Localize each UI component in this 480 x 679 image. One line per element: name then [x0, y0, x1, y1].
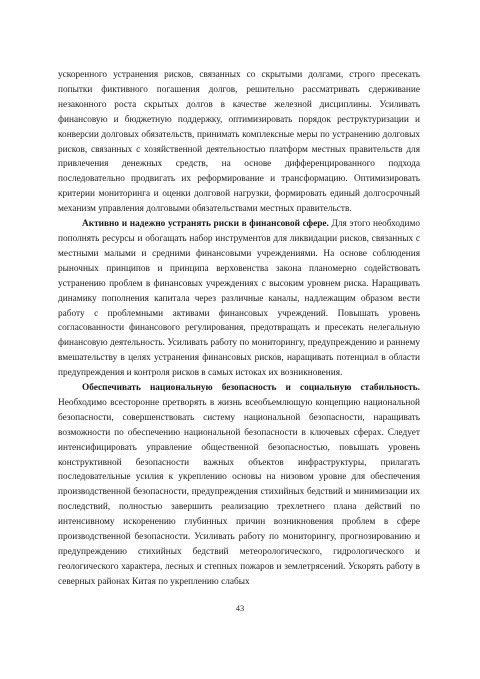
paragraph-heading: Обеспечивать национальную безопасность и социальную стабильность.: [82, 383, 420, 394]
page-number: 43: [235, 603, 245, 613]
paragraph-text: ускоренного устранения рисков, связанных со скрытыми долгами, строго пресекать попытки фиктивного погашения долгов, решительно рассматривать сдерживание незаконного роста скрытых долгов в качестве железной дисциплины. Усиливать финансовую и бюджетную поддержку, оптимизировать порядок реструктуризации и конверсии долговых обязательств, принимать комплексные меры по устранению долговых рисков, связанных с хозяйственной деятельностью платформ местных правительств для привлечения денежных средств, на основе дифференцированного подхода последовательно продвигать их реформирование и трансформацию. Оптимизировать критерии мониторинга и оценки долговой нагрузки, формировать единый долгосрочный механизм управления долговыми обязательствами местных правительств.: [58, 70, 420, 215]
paragraph-national-security: [58, 381, 420, 590]
paragraph-text: Необходимо всесторонне претворять в жизнь всеобъемлющую концепцию национальной безопасности, совершенствовать систему национальной безопасности, наращивать возможности по обеспечению национальной безопасности в ключевых сферах. Следует интенсифицировать управление общественной безопасностью, повышать уровень конструктивной безопасности важных объектов инфраструктуры, прилагать последовательные усилия к укреплению основы на низовом уровне для обеспечения производственной безопасности, предупреждения стихийных бедствий и минимизации их последствий, полностью завершить реализацию трехлетнего плана действий по интенсивному искоренению глубинных причин возникновения проблем в сфере производственной безопасности. Усиливать работу по мониторингу, прогнозированию и предупреждению стихийных бедствий метеорологического, гидрологического и геологического характера, лесных и степных пожаров и землетрясений. Ускорять работу в северных районах Китая по укреплению слабых: [58, 397, 420, 587]
paragraph-debt-risks: [58, 68, 420, 217]
body-text: [58, 68, 420, 590]
paragraph-text: Для этого необходимо пополнять ресурсы и обогащать набор инструментов для ликвидации рисков, связанных с местными малыми и средними финансовыми учреждениями. На основе соблюдения рыночных принципов и принципа верховенства закона планомерно содействовать устранению проблем в финансовых учреждениях с высоким уровнем риска. Наращивать динамику пополнения капитала через различные каналы, надлежащим образом вести работу с проблемными активами финансовых учреждений. Повышать уровень согласованности финансового регулирования, предотвращать и пресекать нелегальную финансовую деятельность. Усиливать работу по мониторингу, предупреждению и раннему вмешательству в целях устранения финансовых рисков, наращивать потенциал в области предупреждения и контроля рисков в самых истоках их возникновения.: [58, 219, 421, 379]
paragraph-heading: Активно и надежно устранять риски в финансовой сфере.: [82, 219, 329, 230]
paragraph-financial-risks: [58, 217, 420, 381]
